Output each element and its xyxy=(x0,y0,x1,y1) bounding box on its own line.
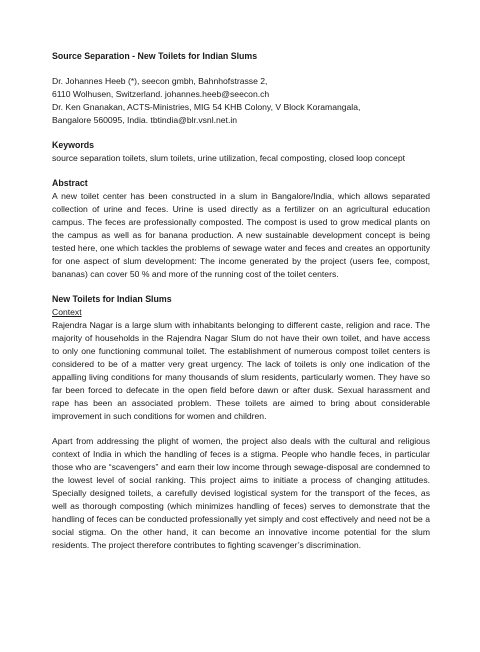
author-block xyxy=(52,75,430,127)
paragraph-spacer xyxy=(52,423,430,435)
paper-title: Source Separation - New Toilets for Indian Slums xyxy=(52,51,258,61)
body-section xyxy=(52,293,430,552)
body-paragraph: Rajendra Nagar is a large slum with inhabitants belonging to different caste, religion and race. The majority of households in the Rajendra Nagar Slum do not have their own toilet, and have access to only one functioning communal toilet. The establishment of numerous compost toilet centers is considered to be of a matter very great urgency. The lack of toilets is only one indication of the appalling living conditions for many thousands of slum residents, particularly women. They have so far been forced to defecate in the open field before dawn or after dusk. Sexual harassment and rape has been an associated problem. These toilets are aimed to bring about considerable improvement in such conditions for women and children. xyxy=(52,320,430,421)
abstract-section xyxy=(52,177,430,281)
keywords-heading: Keywords xyxy=(52,140,95,150)
section-heading: New Toilets for Indian Slums xyxy=(52,294,172,304)
author-line: Dr. Johannes Heeb (*), seecon gmbh, Bahnhofstrasse 2, xyxy=(52,76,268,86)
author-line: 6110 Wolhusen, Switzerland. johannes.heeb@seecon.ch xyxy=(52,89,270,99)
abstract-text: A new toilet center has been constructed in a slum in Bangalore/India, which allows separated collection of urine and feces. Urine is used directly as a fertilizer on an agricultural education campus. The feces are professionally composted. The compost is used to grow medical plants on the campus as well as for banana production. A new sustainable development concept is being tested here, one which tackles the problems of sewage water and feces and creates an opportunity for one aspect of slum development: The income generated by the project (users fee, compost, bananas) can cover 50 % and more of the running cost of the toilet centers. xyxy=(52,191,430,279)
body-paragraph: Apart from addressing the plight of women, the project also deals with the cultural and religious context of India in which the handling of feces is a stigma. People who handle feces, in particular those who are “scavengers” and earn their low income through sewage-disposal are condemned to the lowest level of social ranking. This project aims to initiate a process of changing attitudes. Specially designed toilets, a carefully devised logistical system for the transport of the feces, as well as thorough composting (which minimizes handling of feces) serves to demonstrate that the handling of feces can be conducted professionally yet simply and cost effectively and need not be a social stigma. On the other hand, it can become an innovative income potential for the slum residents. The project therefore contributes to fighting scavenger’s discrimination. xyxy=(52,436,430,550)
abstract-heading: Abstract xyxy=(52,178,88,188)
author-line: Bangalore 560095, India. tbtindia@blr.vsnl.net.in xyxy=(52,115,238,125)
keywords-text: source separation toilets, slum toilets, urine utilization, fecal composting, closed loop concept xyxy=(52,153,406,163)
author-line: Dr. Ken Gnanakan, ACTS-Ministries, MIG 54 KHB Colony, V Block Koramangala, xyxy=(52,102,361,112)
subsection-heading: Context xyxy=(52,307,82,317)
document-page xyxy=(52,50,430,552)
